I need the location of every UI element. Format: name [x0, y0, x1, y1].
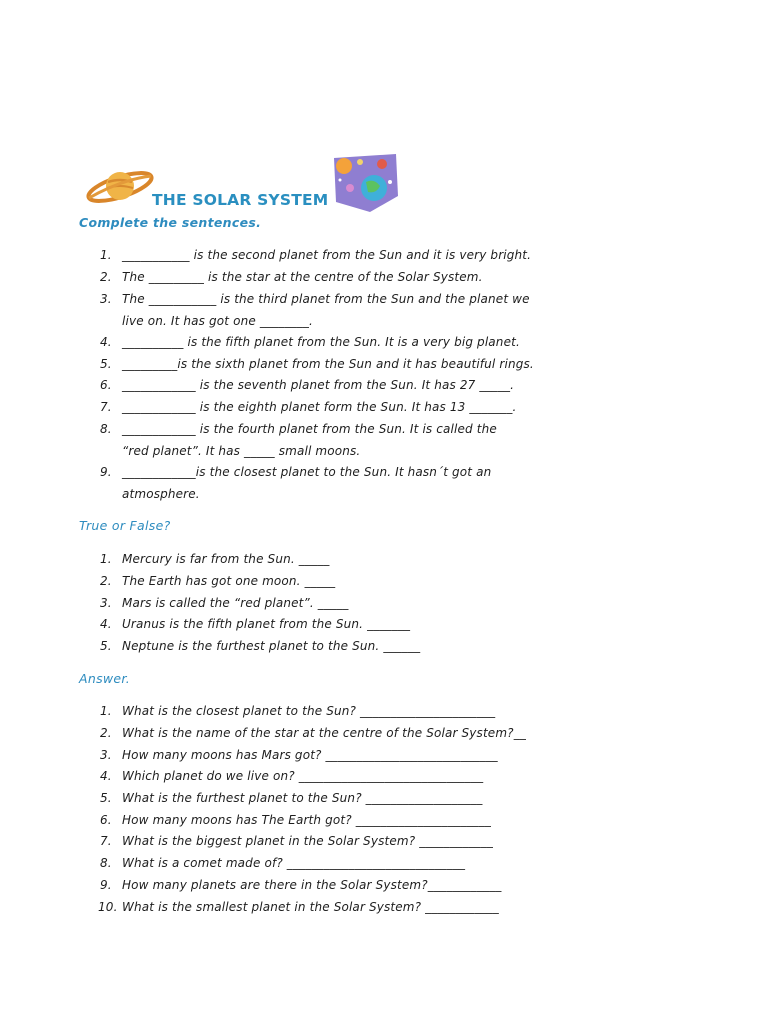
saturn-planet-icon: [86, 160, 154, 212]
section-heading-answer: Answer.: [79, 671, 130, 686]
page-title: THE SOLAR SYSTEM: [152, 191, 329, 209]
space-planets-icon: [330, 152, 400, 214]
worksheet-page: THE SOLAR SYSTEM Complete the sentences. 1. ___________ is the second planet from the Sun and it is very bright. 2. The _________ is the star at the centre of the Solar System. 3. The ___________ is the third planet from the Sun and the planet we live on. It has got one ________. 4. __________ is the fifth planet from the Sun. It is a very big planet. 5. _________is the sixth planet from the Sun and it has beautiful rings. 6. ____________ is the seventh planet from the Sun. It has 27 _____. 7. ____________ is the eighth planet form the Sun. It has 13 _______. 8. ____________ is the fourth planet from the Sun. It is called the “red planet”. It has _____ small moons. 9. ____________is the closest planet to the Sun. It hasn´t got an atmosphere. True or False? 1. Mercury is far from the Sun. _____ 2. The Earth has got one moon. _____ 3. Mars is called the “red planet”. _____ 4. Uranus is the fifth planet from the Sun. _______ 5. Neptune is the furthest planet to the Sun. ______ Answer. 1. What is the closest planet to the Sun? ______________________ 2. What is the name of the star at the centre of the Solar System?__ 3. How many moons has Mars got? ____________________________ 4. Which planet do we live on? ______________________________ 5. What is the furthest planet to the Sun? ___________________ 6. How many moons has The Earth got? ______________________ 7. What is the biggest planet in the Solar System? ____________ 8. What is a comet made of? _____________________________ 9. How many planets are there in the Solar System?____________ 10. What is the smallest planet in the Solar System? ____________: [0, 0, 768, 1024]
section-heading-complete: Complete the sentences.: [79, 215, 262, 230]
section-heading-true-false: True or False?: [79, 518, 171, 533]
